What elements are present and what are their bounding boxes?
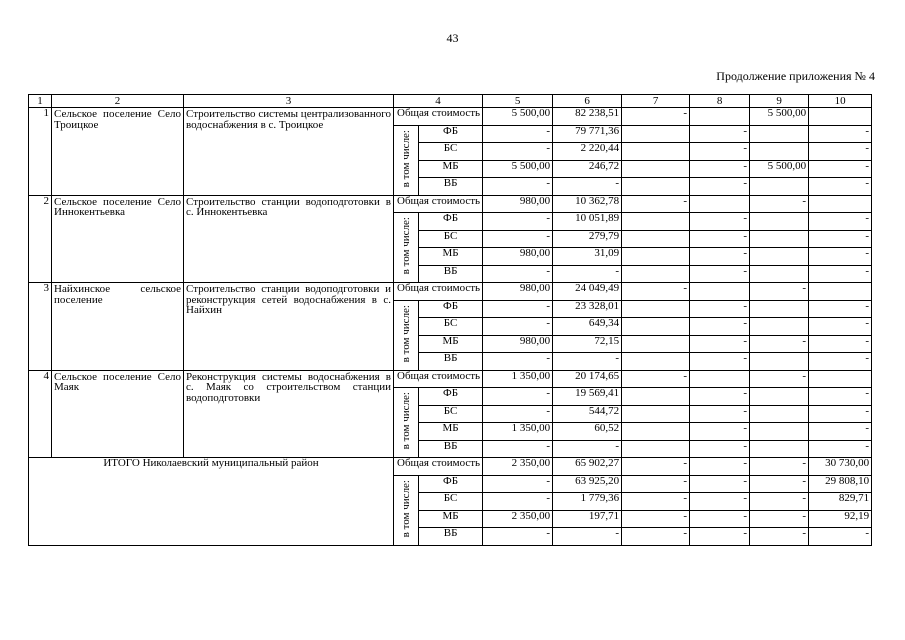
value-cell: -	[750, 528, 809, 546]
value-cell: 980,00	[483, 195, 553, 213]
value-cell: 5 500,00	[750, 108, 809, 126]
value-cell	[622, 143, 690, 161]
value-cell: -	[690, 388, 750, 406]
value-cell	[750, 405, 809, 423]
funding-source-label: БС	[419, 405, 483, 423]
value-cell: 829,71	[809, 493, 872, 511]
grand-total-label: ИТОГО Николаевский муниципальный район	[29, 458, 394, 546]
value-cell: -	[483, 265, 553, 283]
header-row	[29, 95, 872, 108]
value-cell: 19 569,41	[553, 388, 622, 406]
value-cell: -	[690, 458, 750, 476]
value-cell: -	[483, 143, 553, 161]
value-cell	[750, 178, 809, 196]
value-cell: -	[690, 143, 750, 161]
vertical-label-cell	[394, 388, 419, 458]
project-description: Строительство системы централизованного водоснабжения в с. Троицкое	[184, 108, 394, 196]
value-cell: -	[809, 143, 872, 161]
value-cell: -	[690, 265, 750, 283]
value-cell: -	[690, 125, 750, 143]
value-cell	[750, 318, 809, 336]
project-row	[29, 283, 872, 301]
value-cell: -	[809, 405, 872, 423]
value-cell	[809, 370, 872, 388]
value-cell: -	[690, 300, 750, 318]
total-cost-label: Общая стоимость	[394, 283, 483, 301]
vertical-label: в том числе:	[400, 217, 413, 275]
value-cell: -	[750, 195, 809, 213]
value-cell: -	[483, 353, 553, 371]
value-cell: -	[809, 300, 872, 318]
value-cell: -	[809, 353, 872, 371]
value-cell: -	[690, 528, 750, 546]
vertical-label-cell	[394, 475, 419, 545]
value-cell: -	[483, 440, 553, 458]
vertical-label-cell	[394, 300, 419, 370]
funding-source-label: ВБ	[419, 178, 483, 196]
value-cell: 2 350,00	[483, 458, 553, 476]
project-row	[29, 108, 872, 126]
total-cost-label: Общая стоимость	[394, 370, 483, 388]
funding-source-label: МБ	[419, 248, 483, 266]
value-cell: 279,79	[553, 230, 622, 248]
value-cell	[622, 230, 690, 248]
value-cell: -	[690, 160, 750, 178]
value-cell	[622, 300, 690, 318]
row-number: 2	[29, 195, 52, 283]
value-cell	[622, 213, 690, 231]
header-cell: 9	[750, 95, 809, 108]
value-cell: 5 500,00	[483, 108, 553, 126]
value-cell	[622, 335, 690, 353]
funding-source-label: МБ	[419, 423, 483, 441]
funding-source-label: МБ	[419, 160, 483, 178]
header-cell: 8	[690, 95, 750, 108]
value-cell	[690, 283, 750, 301]
value-cell: -	[809, 388, 872, 406]
project-description: Строительство станции водоподготовки и реконструкция сетей водоснабжения в с. Найхин	[184, 283, 394, 371]
value-cell: -	[750, 475, 809, 493]
value-cell	[690, 195, 750, 213]
value-cell: -	[483, 213, 553, 231]
value-cell: -	[622, 493, 690, 511]
value-cell: 20 174,65	[553, 370, 622, 388]
value-cell: 10 051,89	[553, 213, 622, 231]
value-cell: 197,71	[553, 510, 622, 528]
value-cell	[750, 143, 809, 161]
value-cell: 1 779,36	[553, 493, 622, 511]
funding-source-label: ФБ	[419, 125, 483, 143]
value-cell: -	[690, 335, 750, 353]
value-cell	[622, 178, 690, 196]
value-cell	[622, 318, 690, 336]
header-cell: 4	[394, 95, 483, 108]
value-cell	[622, 405, 690, 423]
header-cell: 7	[622, 95, 690, 108]
value-cell: -	[809, 178, 872, 196]
value-cell: -	[690, 230, 750, 248]
funding-source-label: ВБ	[419, 528, 483, 546]
value-cell: -	[483, 405, 553, 423]
funding-source-label: БС	[419, 230, 483, 248]
value-cell: -	[750, 493, 809, 511]
value-cell: -	[483, 318, 553, 336]
value-cell: 24 049,49	[553, 283, 622, 301]
value-cell	[809, 195, 872, 213]
value-cell: -	[690, 423, 750, 441]
header-cell: 6	[553, 95, 622, 108]
value-cell: -	[809, 423, 872, 441]
value-cell: -	[483, 475, 553, 493]
value-cell: 246,72	[553, 160, 622, 178]
header-cell: 1	[29, 95, 52, 108]
value-cell	[750, 248, 809, 266]
value-cell: -	[809, 213, 872, 231]
value-cell: -	[622, 108, 690, 126]
value-cell: 980,00	[483, 283, 553, 301]
value-cell	[809, 108, 872, 126]
value-cell	[750, 230, 809, 248]
value-cell: 1 350,00	[483, 423, 553, 441]
value-cell: -	[690, 475, 750, 493]
vertical-label: в том числе:	[400, 392, 413, 450]
value-cell: -	[690, 493, 750, 511]
value-cell: -	[622, 283, 690, 301]
value-cell: -	[553, 265, 622, 283]
vertical-label: в том числе:	[400, 479, 413, 538]
total-cost-label: Общая стоимость	[394, 108, 483, 126]
value-cell	[622, 423, 690, 441]
funding-source-label: ВБ	[419, 265, 483, 283]
value-cell: 30 730,00	[809, 458, 872, 476]
value-cell: -	[750, 283, 809, 301]
value-cell: -	[622, 510, 690, 528]
value-cell: -	[750, 510, 809, 528]
value-cell: -	[622, 475, 690, 493]
value-cell: -	[750, 370, 809, 388]
value-cell: -	[483, 125, 553, 143]
value-cell	[750, 300, 809, 318]
value-cell: -	[690, 440, 750, 458]
funding-source-label: ФБ	[419, 388, 483, 406]
value-cell: 10 362,78	[553, 195, 622, 213]
funding-source-label: ВБ	[419, 440, 483, 458]
value-cell: -	[809, 528, 872, 546]
value-cell: -	[809, 440, 872, 458]
funding-source-label: ВБ	[419, 353, 483, 371]
value-cell: -	[690, 178, 750, 196]
value-cell: 82 238,51	[553, 108, 622, 126]
project-description: Строительство станции водоподготовки в с. Иннокентьевка	[184, 195, 394, 283]
vertical-label: в том числе:	[400, 304, 413, 363]
funding-source-label: МБ	[419, 335, 483, 353]
value-cell: 23 328,01	[553, 300, 622, 318]
settlement-name: Сельское поселение Село Иннокентьевка	[52, 195, 184, 283]
value-cell: -	[809, 318, 872, 336]
value-cell: 649,34	[553, 318, 622, 336]
header-cell: 10	[809, 95, 872, 108]
value-cell: 1 350,00	[483, 370, 553, 388]
value-cell: 60,52	[553, 423, 622, 441]
value-cell	[622, 125, 690, 143]
value-cell: -	[750, 458, 809, 476]
value-cell	[750, 353, 809, 371]
value-cell: -	[809, 248, 872, 266]
value-cell: -	[483, 178, 553, 196]
value-cell: 5 500,00	[750, 160, 809, 178]
value-cell: 980,00	[483, 248, 553, 266]
value-cell: -	[553, 178, 622, 196]
value-cell: 544,72	[553, 405, 622, 423]
funding-source-label: ФБ	[419, 475, 483, 493]
value-cell: -	[690, 510, 750, 528]
funding-source-label: ФБ	[419, 213, 483, 231]
value-cell: -	[750, 335, 809, 353]
value-cell	[809, 283, 872, 301]
funding-source-label: БС	[419, 318, 483, 336]
row-number: 1	[29, 108, 52, 196]
vertical-label-cell	[394, 125, 419, 195]
value-cell: 65 902,27	[553, 458, 622, 476]
value-cell: -	[622, 195, 690, 213]
value-cell	[750, 440, 809, 458]
value-cell: -	[553, 353, 622, 371]
value-cell	[750, 213, 809, 231]
value-cell: -	[483, 388, 553, 406]
value-cell: 29 808,10	[809, 475, 872, 493]
continuation-label: Продолжение приложения № 4	[716, 69, 875, 83]
value-cell	[750, 265, 809, 283]
project-row	[29, 370, 872, 388]
value-cell: -	[690, 213, 750, 231]
value-cell: 980,00	[483, 335, 553, 353]
page-number: 43	[446, 31, 459, 45]
value-cell: -	[622, 528, 690, 546]
value-cell: 79 771,36	[553, 125, 622, 143]
financing-table	[28, 94, 872, 546]
funding-source-label: БС	[419, 493, 483, 511]
total-cost-label: Общая стоимость	[394, 195, 483, 213]
value-cell	[690, 108, 750, 126]
project-description: Реконструкция системы водоснабжения в с. Маяк со строительством станции водоподготовки	[184, 370, 394, 458]
value-cell: -	[483, 528, 553, 546]
row-number: 4	[29, 370, 52, 458]
value-cell: -	[809, 230, 872, 248]
funding-source-label: БС	[419, 143, 483, 161]
settlement-name: Найхинское сельское поселение	[52, 283, 184, 371]
settlement-name: Сельское поселение Село Маяк	[52, 370, 184, 458]
value-cell: -	[690, 353, 750, 371]
value-cell: -	[690, 318, 750, 336]
value-cell: -	[483, 230, 553, 248]
value-cell: 63 925,20	[553, 475, 622, 493]
value-cell	[622, 440, 690, 458]
value-cell: -	[809, 125, 872, 143]
value-cell: -	[622, 458, 690, 476]
value-cell: -	[809, 160, 872, 178]
value-cell: 72,15	[553, 335, 622, 353]
value-cell: -	[553, 440, 622, 458]
total-cost-label: Общая стоимость	[394, 458, 483, 476]
vertical-label: в том числе:	[400, 129, 413, 188]
value-cell: 2 350,00	[483, 510, 553, 528]
value-cell	[750, 125, 809, 143]
header-cell: 3	[184, 95, 394, 108]
vertical-label-cell	[394, 213, 419, 283]
value-cell: -	[690, 405, 750, 423]
funding-source-label: ФБ	[419, 300, 483, 318]
header-cell: 5	[483, 95, 553, 108]
value-cell	[622, 160, 690, 178]
row-number: 3	[29, 283, 52, 371]
value-cell: -	[622, 370, 690, 388]
total-row	[29, 458, 872, 476]
value-cell	[622, 248, 690, 266]
value-cell	[690, 370, 750, 388]
header-cell: 2	[52, 95, 184, 108]
value-cell: 2 220,44	[553, 143, 622, 161]
value-cell	[622, 388, 690, 406]
value-cell: -	[483, 493, 553, 511]
value-cell: -	[553, 528, 622, 546]
project-row	[29, 195, 872, 213]
value-cell	[622, 353, 690, 371]
funding-source-label: МБ	[419, 510, 483, 528]
value-cell	[750, 423, 809, 441]
value-cell: -	[483, 300, 553, 318]
value-cell: -	[809, 265, 872, 283]
value-cell: -	[809, 335, 872, 353]
settlement-name: Сельское поселение Село Троицкое	[52, 108, 184, 196]
value-cell: -	[690, 248, 750, 266]
value-cell	[750, 388, 809, 406]
value-cell: 5 500,00	[483, 160, 553, 178]
value-cell: 92,19	[809, 510, 872, 528]
value-cell	[622, 265, 690, 283]
value-cell: 31,09	[553, 248, 622, 266]
